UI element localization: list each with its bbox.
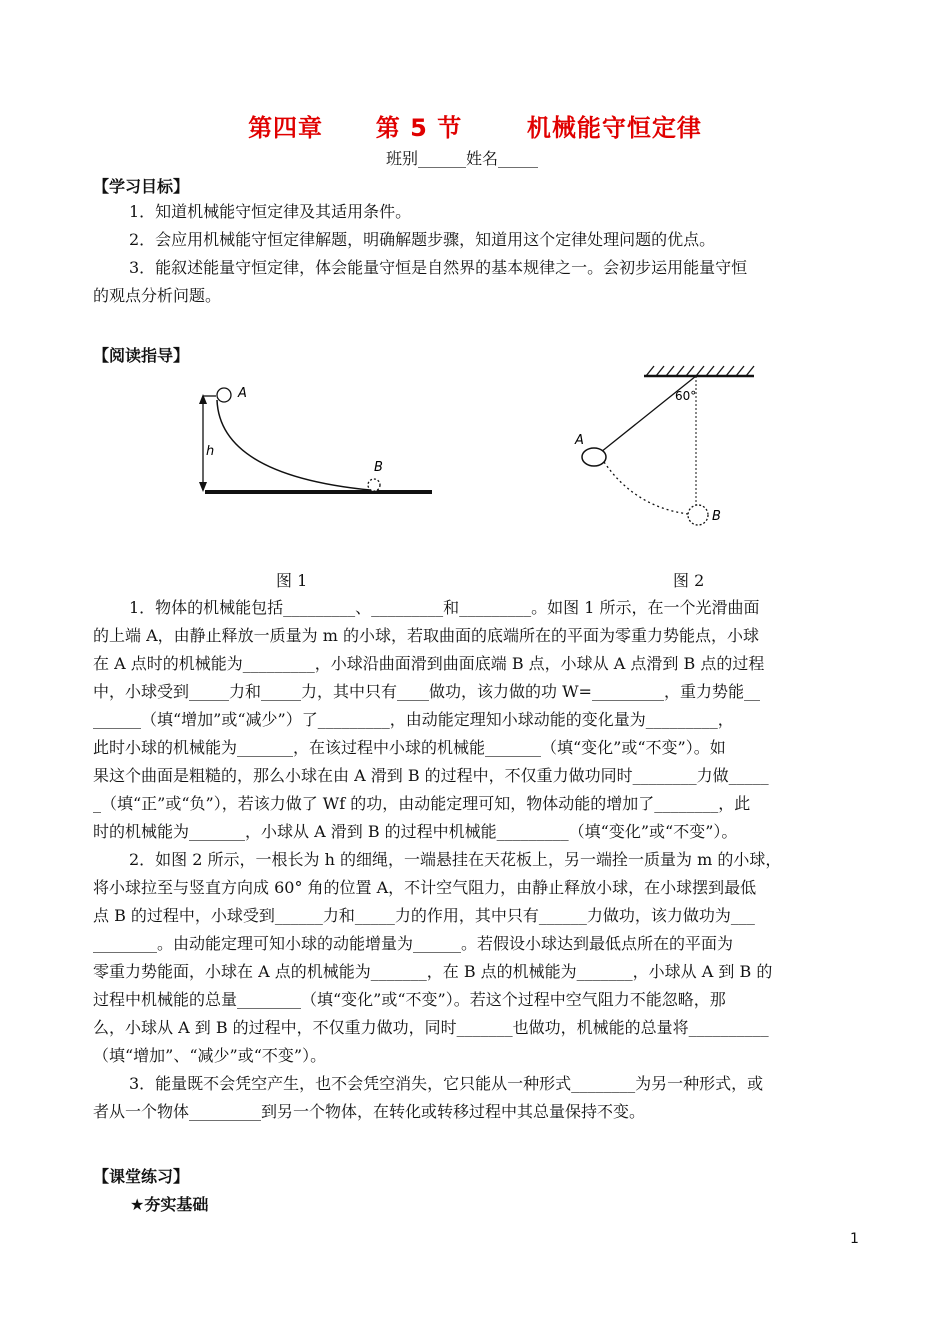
curved-surface: [217, 400, 370, 490]
string: [601, 376, 696, 452]
ceiling-hatch: [646, 366, 754, 376]
text-line: ______（填“增加”或“减少”）了_________，由动能定理知小球动能的变化量为_________，: [93, 710, 734, 729]
text-line: 者从一个物体_________到另一个物体，在转化或转移过程中其总量保持不变。: [93, 1102, 646, 1121]
page-number: 1: [850, 1231, 859, 1247]
figure-1: [190, 380, 440, 505]
text-line: 零重力势能面，小球在 A 点的机械能为_______，在 B 点的机械能为_______，小球从 A 到 B 的: [93, 962, 773, 981]
goal-item: 的观点分析问题。: [93, 286, 222, 305]
reading-paragraph-2: [93, 846, 863, 1070]
label-b: B: [374, 460, 383, 475]
text-line: 2．如图 2 所示，一根长为 h 的细绳，一端悬挂在天花板上，另一端拴一质量为 m 的小球，: [129, 850, 782, 869]
text-line: 在 A 点时的机械能为_________，小球沿曲面滑到曲面底端 B 点，小球从 A 点滑到 B 点的过程: [93, 654, 765, 673]
reading-heading: 【阅读指导】: [93, 346, 190, 365]
title-chapter: 第四章: [248, 114, 324, 142]
goal-item: 1．知道机械能守恒定律及其适用条件。: [129, 202, 412, 221]
goal-item: 2．会应用机械能守恒定律解题，明确解题步骤，知道用这个定律处理问题的优点。: [129, 230, 716, 249]
angle-label: 60°: [675, 389, 697, 403]
text-line: 1．物体的机械能包括_________、_________和_________。如图 1 所示，在一个光滑曲面: [129, 598, 760, 617]
text-line: 的上端 A，由静止释放一质量为 m 的小球，若取曲面的底端所在的平面为零重力势能点，小球: [93, 626, 759, 645]
text-line: 果这个曲面是粗糙的，那么小球在由 A 滑到 B 的过程中，不仅重力做功同时________力做_____: [93, 766, 769, 785]
title-topic: 机械能守恒定律: [526, 114, 702, 142]
goal-item: 3．能叙述能量守恒定律，体会能量守恒是自然界的基本规律之一。会初步运用能量守恒: [129, 258, 748, 277]
text-line: 时的机械能为_______，小球从 A 滑到 B 的过程中机械能_________（填“变化”或“不变”）。: [93, 822, 738, 841]
text-line: 中，小球受到_____力和_____力，其中只有____做功，该力做的功 W=_________，重力势能__: [93, 682, 760, 701]
text-line: （填“增加”、“减少”或“不变”）。: [93, 1046, 327, 1065]
goals-heading: 【学习目标】: [93, 177, 190, 196]
figure-2: [570, 362, 770, 532]
class-name-line: 班别______姓名_____: [386, 149, 539, 168]
ball-a: [217, 388, 231, 402]
title-section: 第 5 节: [375, 114, 463, 142]
text-line: 过程中机械能的总量________（填“变化”或“不变”）。若这个过程中空气阻力不能忽略，那: [93, 990, 726, 1009]
ball-b: [368, 479, 380, 491]
ball-b: [688, 505, 708, 525]
page-title: [0, 108, 950, 143]
goals-list: [93, 198, 863, 310]
figure-1-caption: 图 1: [276, 571, 308, 590]
ball-a: [582, 448, 606, 466]
text-line: 么，小球从 A 到 B 的过程中，不仅重力做功，同时_______也做功，机械能的总量将__________: [93, 1018, 769, 1037]
label-a: A: [238, 386, 247, 401]
text-line: ________。由动能定理可知小球的动能增量为______。若假设小球达到最低点所在的平面为: [93, 934, 734, 953]
text-line: _（填“正”或“负”），若该力做了 Wf 的功，由动能定理可知，物体动能的增加了________，此: [93, 794, 751, 813]
label-b: B: [712, 509, 721, 524]
label-h: h: [206, 444, 215, 459]
reading-paragraph-3: [93, 1070, 863, 1126]
text-line: 点 B 的过程中，小球受到______力和_____力的作用，其中只有______力做功，该力做功为___: [93, 906, 755, 925]
text-line: 此时小球的机械能为_______，在该过程中小球的机械能_______（填“变化”或“不变”）。如: [93, 738, 726, 757]
text-line: 将小球拉至与竖直方向成 60° 角的位置 A，不计空气阻力，由静止释放小球，在小球摆到最低: [93, 878, 757, 897]
practice-subheading: ★夯实基础: [130, 1195, 209, 1214]
swing-path: [604, 462, 688, 514]
reading-paragraph-1: [93, 594, 863, 846]
label-a: A: [575, 433, 584, 448]
practice-heading: 【课堂练习】: [93, 1167, 190, 1186]
figure-2-caption: 图 2: [673, 571, 705, 590]
text-line: 3．能量既不会凭空产生，也不会凭空消失，它只能从一种形式________为另一种形式，或: [129, 1074, 764, 1093]
